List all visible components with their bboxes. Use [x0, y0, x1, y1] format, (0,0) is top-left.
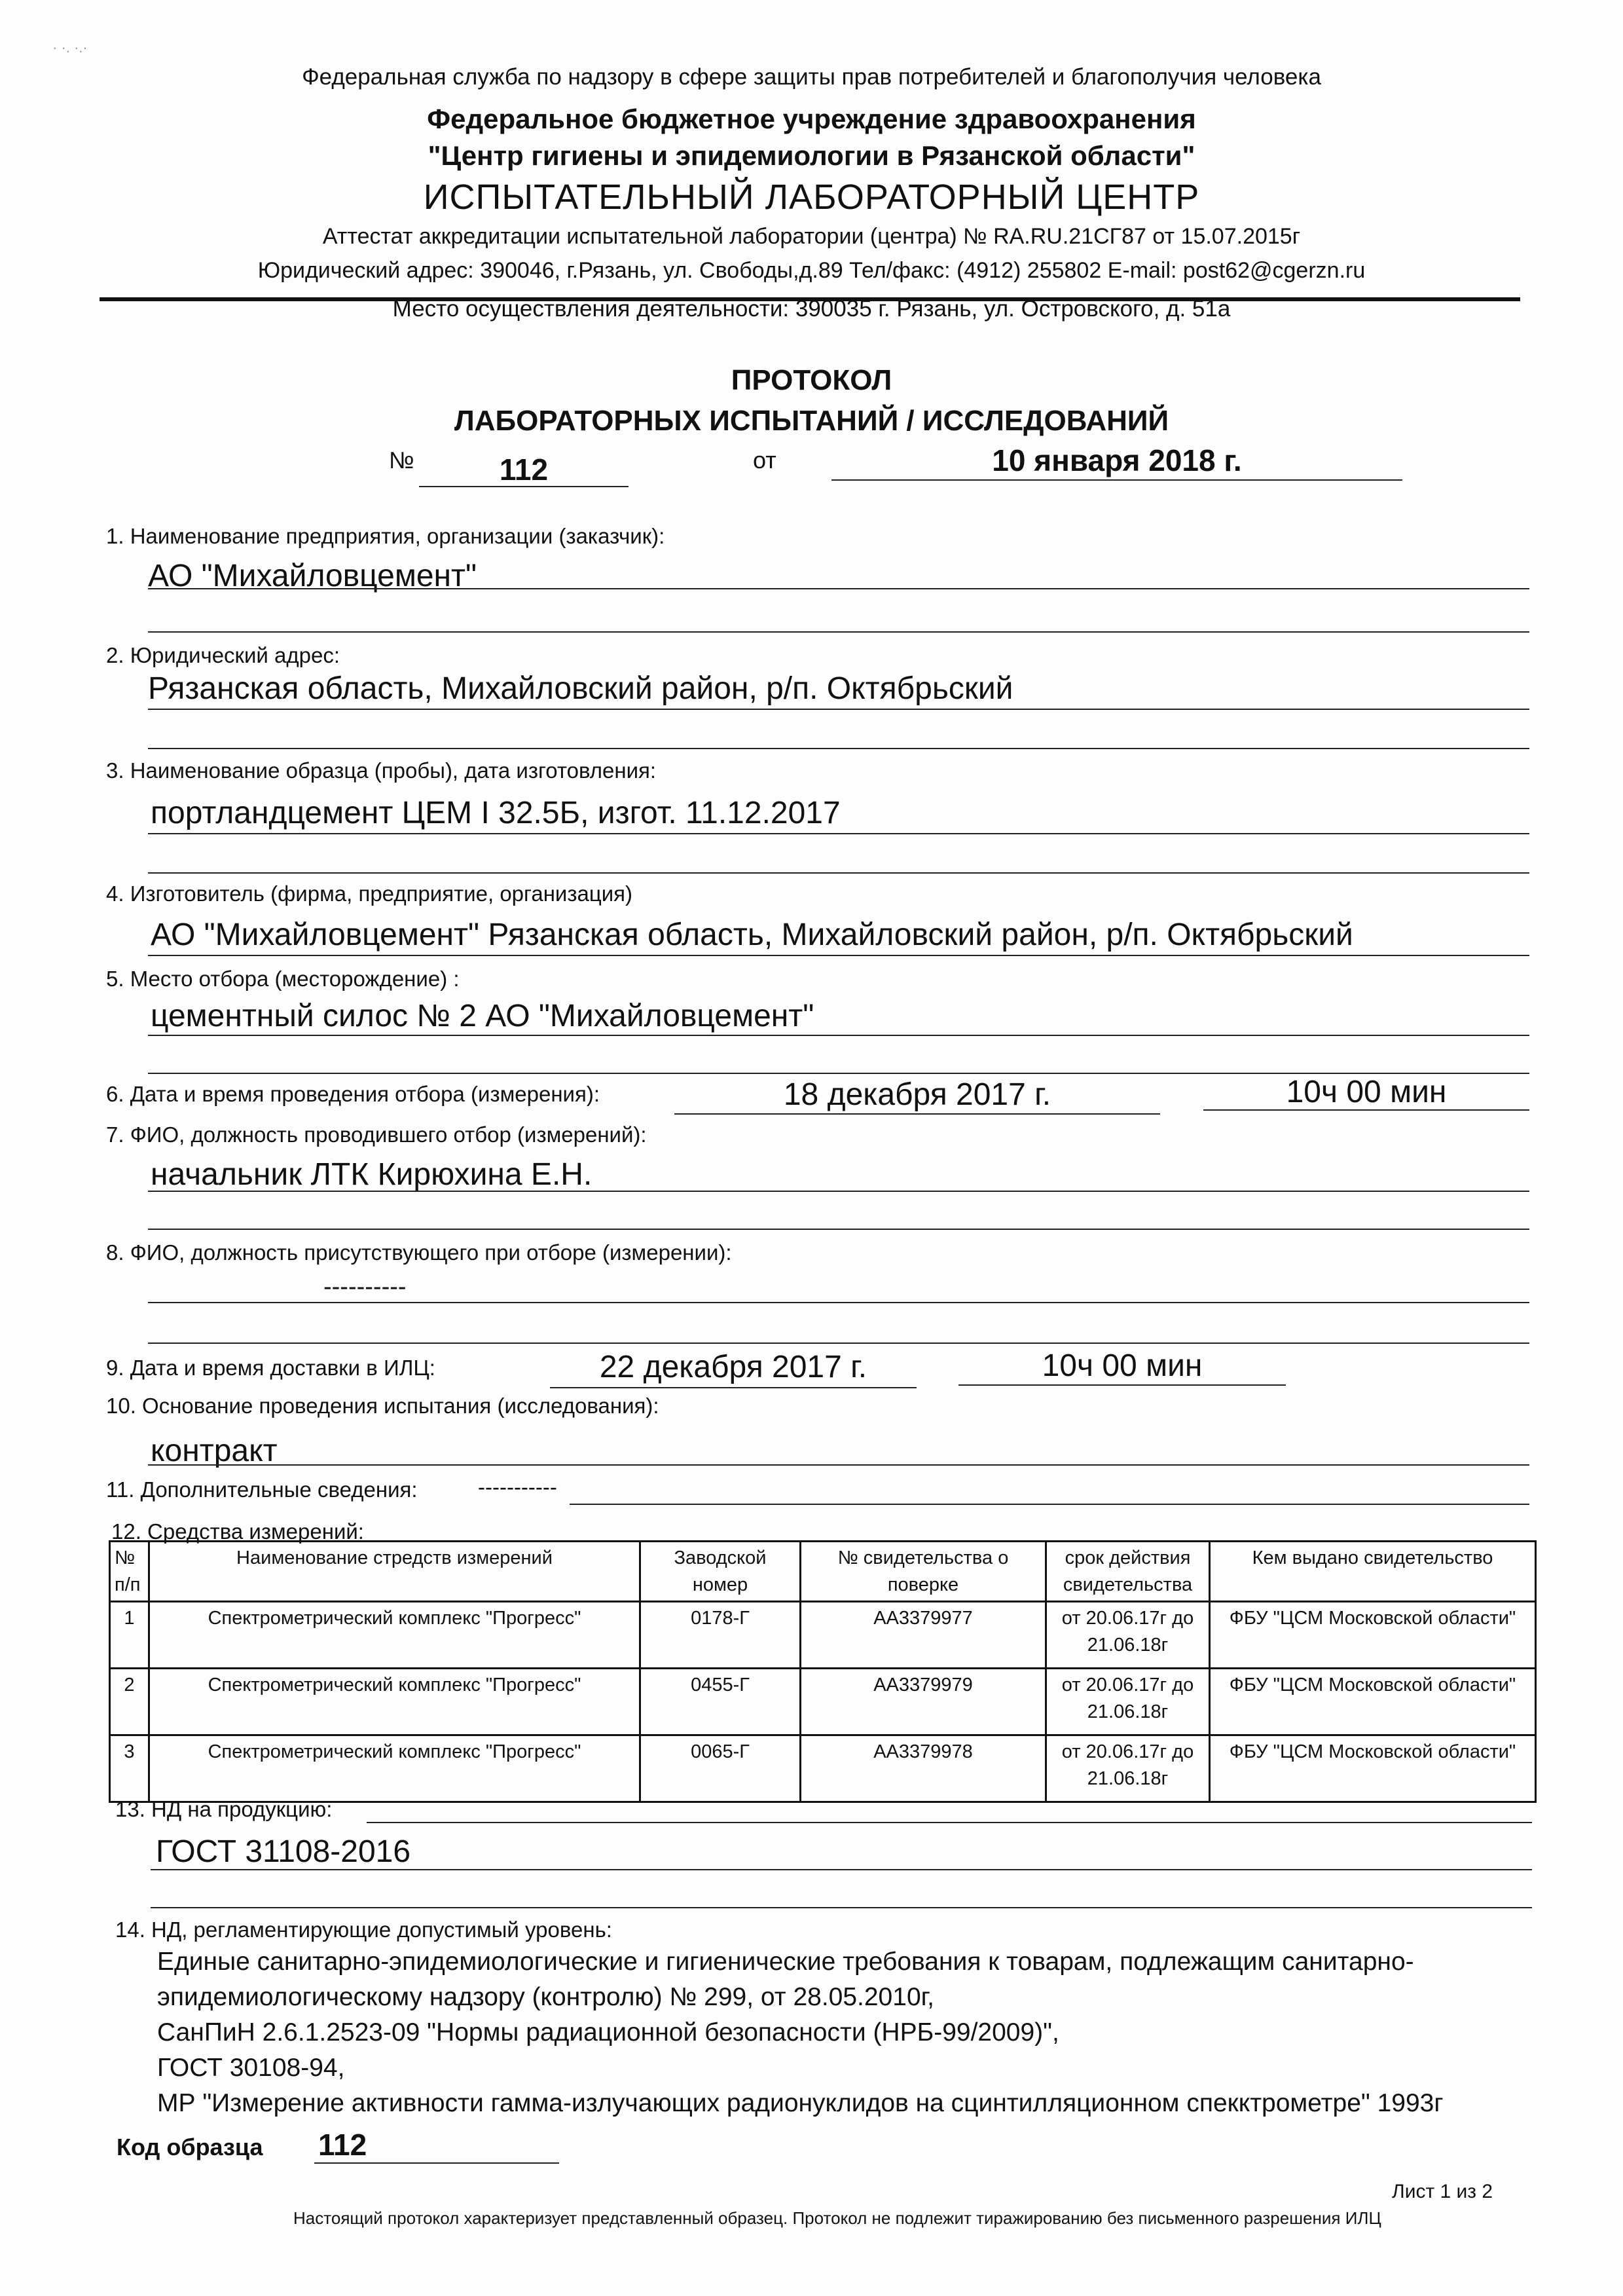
field2-label: 2. Юридический адрес:: [106, 643, 340, 667]
activity-address: Место осуществления деятельности: 390035 г. Рязань, ул. Островского, д. 51а: [392, 296, 1231, 322]
field7-value: начальник ЛТК Кирюхина Е.Н.: [151, 1157, 593, 1192]
field1-label: 1. Наименование предприятия, организации (заказчик):: [106, 524, 665, 548]
field8-label: 8. ФИО, должность присутствующего при отборе (измерении):: [106, 1240, 732, 1265]
protocol-date: 10 января 2018 г.: [992, 443, 1242, 477]
field8-value: ----------: [323, 1273, 407, 1301]
disclaimer: Настоящий протокол характеризует представленный образец. Протокол не подлежит тиражированию без письменного разрешения ИЛЦ: [293, 2208, 1381, 2228]
field1-underline: [148, 588, 1529, 589]
field12-label: 12. Средства измерений:: [111, 1519, 364, 1544]
accreditation: Аттестат аккредитации испытательной лаборатории (центра) № RA.RU.21СГ87 от 15.07.2015г: [322, 224, 1301, 249]
cell-serial: 0455-Г: [640, 1669, 801, 1735]
cell-serial: 0178-Г: [640, 1602, 801, 1669]
cell-name: Спектрометрический комплекс "Прогресс": [149, 1669, 640, 1735]
field3-underline: [148, 833, 1529, 834]
col-header-name: Наименование стредств измерений: [149, 1542, 640, 1602]
field14-line1: Единые санитарно-эпидемиологические и гигиенические требования к товарам, подлежащим санитарно-: [157, 1948, 1414, 1976]
field2-underline: [148, 709, 1529, 710]
protocol-number: 112: [499, 453, 549, 487]
sample-code: 112: [318, 2128, 367, 2162]
field1-underline2: [148, 631, 1529, 633]
field10-underline: [148, 1464, 1529, 1466]
cell-validity: от 20.06.17г до 21.06.18г: [1046, 1669, 1210, 1735]
cell-issuer: ФБУ "ЦСМ Московской области": [1210, 1602, 1536, 1669]
field9-time: 10ч 00 мин: [1042, 1348, 1203, 1383]
protocol-subtitle: ЛАБОРАТОРНЫХ ИСПЫТАНИЙ / ИССЛЕДОВАНИЙ: [454, 405, 1169, 437]
col-header-number: № п/п: [110, 1542, 149, 1602]
field6-time-underline: [1203, 1109, 1529, 1111]
field13-underline2: [151, 1907, 1532, 1908]
cell-number: 3: [110, 1735, 149, 1802]
cell-name: Спектрометрический комплекс "Прогресс": [149, 1735, 640, 1802]
institution-line1: Федеральное бюджетное учреждение здравоохранения: [427, 103, 1196, 134]
field4-label: 4. Изготовитель (фирма, предприятие, организация): [106, 881, 633, 906]
field2-underline2: [148, 748, 1529, 749]
field3-label: 3. Наименование образца (пробы), дата изготовления:: [106, 758, 657, 783]
sheet-number: Лист 1 из 2: [1392, 2181, 1493, 2202]
field10-value: контракт: [151, 1434, 278, 1468]
sample-code-label: Код образца: [117, 2134, 263, 2160]
field14-line4: ГОСТ 30108-94,: [157, 2054, 345, 2082]
field11-label: 11. Дополнительные сведения:: [106, 1477, 418, 1502]
field13-label: 13. НД на продукцию:: [115, 1797, 333, 1821]
field7-label: 7. ФИО, должность проводившего отбор (измерений):: [106, 1122, 647, 1147]
agency-name: Федеральная служба по надзору в сфере защиты прав потребителей и благополучия человека: [302, 64, 1321, 90]
field11-underline: [570, 1504, 1529, 1505]
institution-line2: "Центр гигиены и эпидемиологии в Рязанской области": [428, 140, 1195, 171]
sample-code-underline: [314, 2162, 559, 2164]
col-header-validity: срок действия свидетельства: [1046, 1542, 1210, 1602]
table-row: [110, 1602, 1536, 1669]
field14-label: 14. НД, регламентирующие допустимый уровень:: [115, 1917, 612, 1942]
field6-label: 6. Дата и время проведения отбора (измерения):: [106, 1082, 600, 1106]
table-header-row: [110, 1542, 1536, 1602]
table-row: [110, 1669, 1536, 1735]
field9-time-underline: [958, 1384, 1286, 1386]
date-underline: [831, 479, 1402, 481]
cell-certificate: АА3379979: [801, 1669, 1046, 1735]
field8-underline: [148, 1302, 1529, 1303]
field14-line5: МР "Измерение активности гамма-излучающих радионуклидов на сцинтилляционном спекктрометре" 1993г: [157, 2089, 1444, 2117]
cell-certificate: АА3379977: [801, 1602, 1046, 1669]
field10-label: 10. Основание проведения испытания (исследования):: [106, 1394, 659, 1418]
cell-validity: от 20.06.17г до 21.06.18г: [1046, 1735, 1210, 1802]
table-row: [110, 1735, 1536, 1802]
field14-line3: СанПиН 2.6.1.2523-09 "Нормы радиационной безопасности (НРБ-99/2009)",: [157, 2018, 1059, 2046]
col-header-certificate: № свидетельства о поверке: [801, 1542, 1046, 1602]
field9-date-underline: [550, 1387, 917, 1388]
number-underline: [419, 486, 629, 487]
col-header-serial: Заводской номер: [640, 1542, 801, 1602]
field5-label: 5. Место отбора (месторождение) :: [106, 967, 460, 991]
cell-number: 2: [110, 1669, 149, 1735]
cell-certificate: АА3379978: [801, 1735, 1046, 1802]
field6-time: 10ч 00 мин: [1286, 1075, 1447, 1109]
date-label: от: [753, 447, 776, 473]
scan-specks: · ·. ·.·: [52, 39, 88, 56]
number-label: №: [389, 447, 414, 473]
field13-value: ГОСТ 31108-2016: [156, 1834, 411, 1869]
field13-label-underline: [367, 1822, 1532, 1823]
field7-underline: [148, 1191, 1529, 1192]
field6-date-underline: [674, 1113, 1160, 1115]
field4-value: АО "Михайловцемент" Рязанская область, Михайловский район, р/п. Октябрьский: [151, 917, 1353, 952]
field5-value: цементный силос № 2 АО "Михайловцемент": [151, 999, 814, 1033]
field9-label: 9. Дата и время доставки в ИЛЦ:: [106, 1356, 435, 1380]
field6-date: 18 декабря 2017 г.: [783, 1077, 1051, 1112]
protocol-title: ПРОТОКОЛ: [731, 364, 892, 396]
field1-value: АО "Михайловцемент": [148, 559, 477, 593]
legal-address: Юридический адрес: 390046, г.Рязань, ул. Свободы,д.89 Тел/факс: (4912) 255802 E-mail: post62@cgerzn.ru: [257, 258, 1366, 283]
field9-date: 22 декабря 2017 г.: [599, 1350, 867, 1384]
field13-underline: [151, 1869, 1532, 1870]
cell-validity: от 20.06.17г до 21.06.18г: [1046, 1602, 1210, 1669]
cell-issuer: ФБУ "ЦСМ Московской области": [1210, 1735, 1536, 1802]
cell-issuer: ФБУ "ЦСМ Московской области": [1210, 1669, 1536, 1735]
cell-name: Спектрометрический комплекс "Прогресс": [149, 1602, 640, 1669]
field3-value: портландцемент ЦЕМ I 32.5Б, изгот. 11.12.2017: [151, 796, 841, 830]
field2-value: Рязанская область, Михайловский район, р/п. Октябрьский: [148, 671, 1013, 706]
field4-underline: [148, 955, 1529, 956]
field14-line2: эпидемиологическому надзору (контролю) № 299, от 28.05.2010г,: [157, 1983, 934, 2011]
field5-underline: [148, 1035, 1529, 1036]
cell-number: 1: [110, 1602, 149, 1669]
field8-underline2: [148, 1342, 1529, 1344]
center-name: ИСПЫТАТЕЛЬНЫЙ ЛАБОРАТОРНЫЙ ЦЕНТР: [423, 177, 1200, 217]
cell-serial: 0065-Г: [640, 1735, 801, 1802]
col-header-issuer: Кем выдано свидетельство: [1210, 1542, 1536, 1602]
field11-value: -----------: [478, 1475, 557, 1499]
field3-underline2: [148, 872, 1529, 874]
field7-underline2: [148, 1229, 1529, 1230]
instruments-table: [109, 1540, 1537, 1803]
